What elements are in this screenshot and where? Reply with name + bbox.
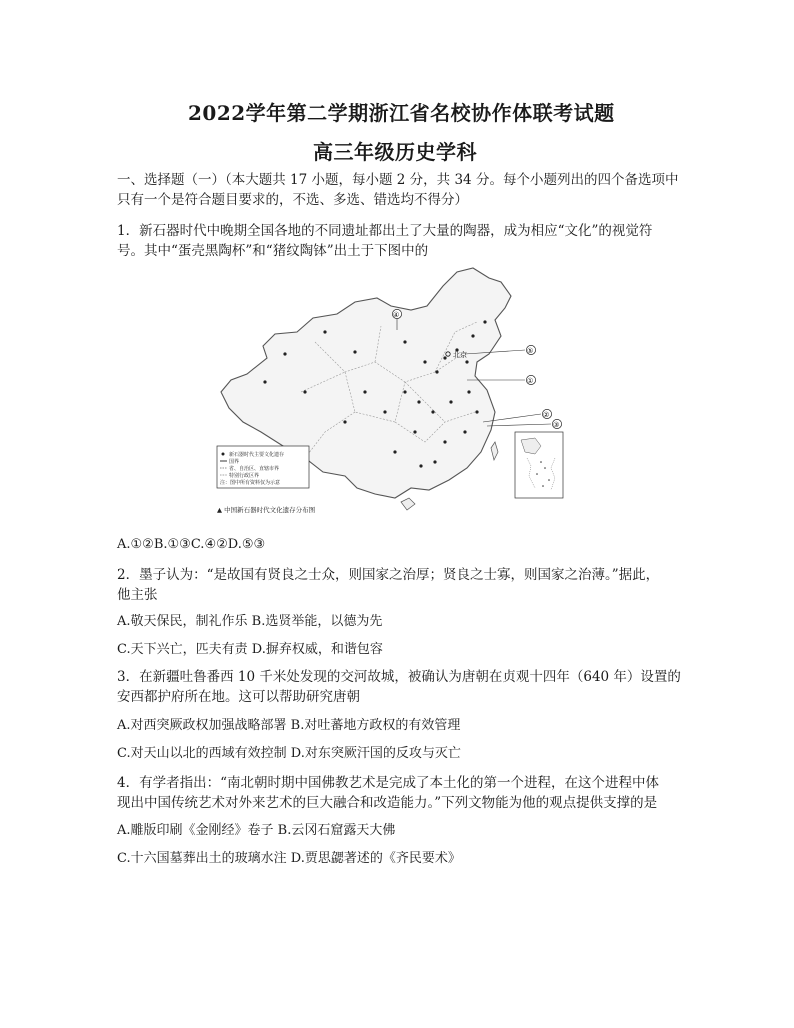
question-3-options-line-2: C.对天山以北的西域有效控制 D.对东突厥汗国的反攻与灭亡 [117,746,461,761]
map-caption: ▲ 中国新石器时代文化遗存分布图 [217,506,316,514]
marker-5: ⑤ [527,347,534,355]
document-subtitle: 高三年级历史学科 [313,140,477,164]
question-4-stem-line-2: 现出中国传统艺术对外来艺术的巨大融合和改造能力。”下列文物能为他的观点提供支撑的是 [117,795,658,811]
question-3-options-line-1: A.对西突厥政权加强战略部署 B.对吐蕃地方政权的有效管理 [117,718,461,733]
legend-provincial-border: 省、自治区、直辖市界 [229,466,280,472]
legend-national-border: 国界 [229,459,240,465]
question-3-stem-line-1: 3．在新疆吐鲁番西 10 千米处发现的交河故城，被确认为唐朝在贞观十四年（640 年）设置的 [117,669,681,685]
marker-2: ② [543,411,550,419]
question-2-stem-line-1: 2．墨子认为：“是故国有贤良之士众，则国家之治厚；贤良之士寡，则国家之治薄。”据此， [117,567,660,583]
question-1-stem-line-2: 号。其中“蛋壳黑陶杯”和“猪纹陶钵”出土于下图中的 [117,243,429,259]
question-4-options-line-1: A.雕版印刷《金刚经》卷子 B.云冈石窟露天大佛 [117,823,396,838]
south-china-sea-inset [515,432,563,498]
marker-4: ④ [393,311,400,319]
question-1-stem-line-1: 1．新石器时代中晚期全国各地的不同遗址都出土了大量的陶器，成为相应“文化”的视觉符 [117,223,653,239]
question-1-options: A.①②B.①③C.④②D.⑤③ [117,537,266,552]
map-legend [217,446,309,488]
neolithic-sites-map [205,262,583,524]
question-2-options-line-1: A.敬天保民，制礼作乐 B.选贤举能，以德为先 [117,614,383,629]
question-4-options-line-2: C.十六国墓葬出土的玻璃水注 D.贾思勰著述的《齐民要术》 [117,851,461,866]
legend-note: 注：图中所有资料仅为示意 [220,480,281,486]
legend-sites: 新石器时代主要文化遗存 [229,452,285,458]
map-figure [205,262,583,524]
section-intro-line-2: 只有一个是符合题目要求的，不选、多选、错选均不得分） [117,192,468,208]
marker-1: ① [527,377,534,385]
question-2-stem-line-2: 他主张 [117,587,158,603]
marker-3: ③ [553,421,560,429]
question-2-options-line-2: C.天下兴亡，匹夫有责 D.摒弃权威，和谐包容 [117,642,383,657]
question-3-stem-line-2: 安西都护府所在地。这可以帮助研究唐朝 [117,689,360,705]
city-label-beijing: 北京 [453,351,467,359]
section-intro-line-1: 一、选择题（一）（本大题共 17 小题，每小题 2 分，共 34 分。每个小题列出的四个备选项中 [117,172,679,188]
document-title: 2022学年第二学期浙江省名校协作体联考试题 [188,101,615,125]
legend-sar-border: 特别行政区界 [229,473,260,479]
question-4-stem-line-1: 4．有学者指出：“南北朝时期中国佛教艺术是完成了本土化的第一个进程，在这个进程中体 [117,775,659,791]
